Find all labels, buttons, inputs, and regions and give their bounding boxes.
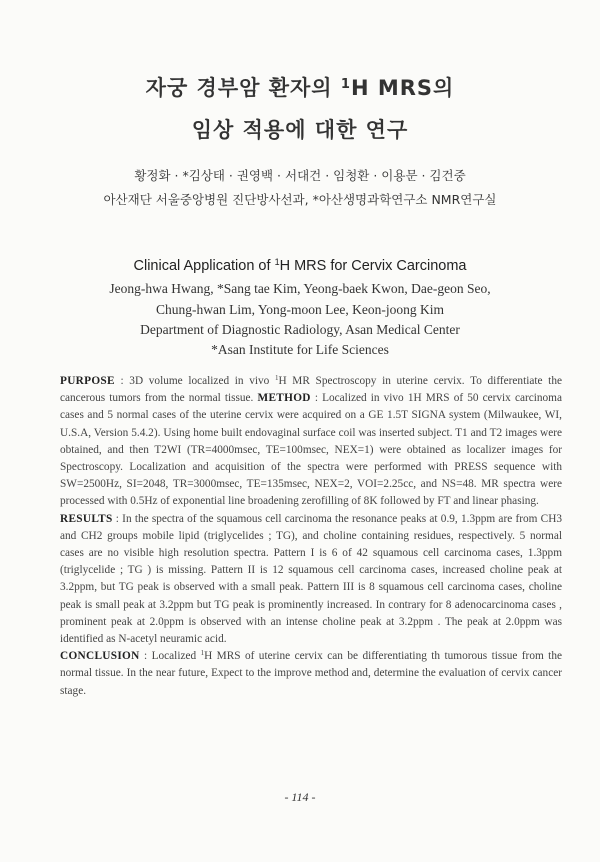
- method-label: METHOD: [257, 392, 311, 405]
- korean-affiliation: 아산재단 서울중앙병원 진단방사선과, *아산생명과학연구소 NMR연구실: [103, 192, 497, 207]
- results-label: RESULTS: [60, 512, 113, 525]
- page-number: - 114 -: [284, 790, 316, 804]
- korean-title-text: 자궁 경부암 환자의: [145, 76, 341, 100]
- korean-title-text-end: H MRS의: [350, 76, 455, 100]
- purpose-text-end: H MR Spectroscopy in uterine cervix. To differentiate the cancerous tumors from the normal tissue.: [60, 375, 562, 405]
- purpose-text: : 3D volume localized in vivo: [114, 375, 275, 387]
- english-title-text-end: H MRS for Cervix Carcinoma: [279, 258, 467, 274]
- method-text: : Localized in vivo 1H MRS of 50 cervix carcinoma cases and 5 normal cases of the uterine cervix were acquired on a GE 1.5T SIGNA system (Milwaukee, WI, U.S.A, Version 5.4.2). Using home built endovaginal surface coil was inserted subject. T1 and T2 images were obtained, and then T2WI (TR=4000msec, TE=100msec, NEX=1) were obtained as localizer images for Spectroscopy. Localization and acquisition of the spectra were performed with PRESS sequence with SW=2500Hz, SI=2048, TR=3000msec, TE=135msec, NEX=2, VOI=2.25cc, and NS=48. MR spectra were processed with 0.5Hz of exponential line broadening zerofilling of 8K followed by FT and linear phasing.: [60, 392, 562, 508]
- english-department: Department of Diagnostic Radiology, Asan Medical Center: [140, 322, 460, 337]
- korean-title-line-1: [0, 72, 600, 102]
- purpose-label: PURPOSE: [60, 375, 115, 387]
- purpose-superscript: 1: [274, 374, 279, 383]
- english-authors-line-2: Chung-hwan Lim, Yong-moon Lee, Keon-joong Kim: [156, 302, 444, 317]
- english-title-text: Clinical Application of: [133, 258, 275, 274]
- purpose-method-paragraph: [60, 373, 562, 511]
- english-authors-line-1: Jeong-hwa Hwang, *Sang tae Kim, Yeong-baek Kwon, Dae-geon Seo,: [109, 281, 491, 296]
- conclusion-label: CONCLUSION: [60, 650, 140, 663]
- conclusion-paragraph: [60, 648, 562, 700]
- conclusion-text: : Localized: [139, 650, 201, 663]
- korean-title-line-2: 임상 적용에 대한 연구: [191, 118, 409, 142]
- conclusion-text-end: H MRS of uterine cervix can be differentiating th tumorous tissue from the normal tissue. In the near future, Expect to the improve method and, determine the evaluation of cervix cancer stage.: [60, 650, 562, 697]
- english-title-superscript: 1: [274, 257, 280, 268]
- english-title: [0, 258, 600, 274]
- results-text: : In the spectra of the squamous cell carcinoma the resonance peaks at 0.9, 1.3ppm are from CH3 and CH2 groups mobile lipid (triglycelides ; TG), and choline containing residues, respectively. 5 normal cases are no visible high resolution spectra. Pattern I is 6 of 42 squamous cell carcinoma cases, 1.3ppm (triglycelide ; TG ) is missing. Pattern II is 12 squamous cell carcinoma cases, increased choline peak at 3.2ppm, but TG peak is observed with a small peak. Pattern III is 8 squamous cell carcinoma cases, choline peak is small peak at 3.2ppm but TG peak is prominently increased. In contrary for 8 adenocarcinoma cases , prominent peak at 2.0ppm is observed with an intense choline peak at 3.2ppm . The peak at 2.0ppm was identified as N-acetyl neuramic acid.: [60, 512, 562, 646]
- english-institute: *Asan Institute for Life Sciences: [211, 342, 389, 357]
- korean-title-superscript: 1: [340, 76, 351, 92]
- results-paragraph: [60, 511, 562, 649]
- conclusion-superscript: 1: [200, 649, 205, 658]
- abstract: [60, 373, 562, 700]
- korean-authors: 황정화 · *김상태 · 권영백 · 서대건 · 임청환 · 이용문 · 김건중: [134, 168, 466, 183]
